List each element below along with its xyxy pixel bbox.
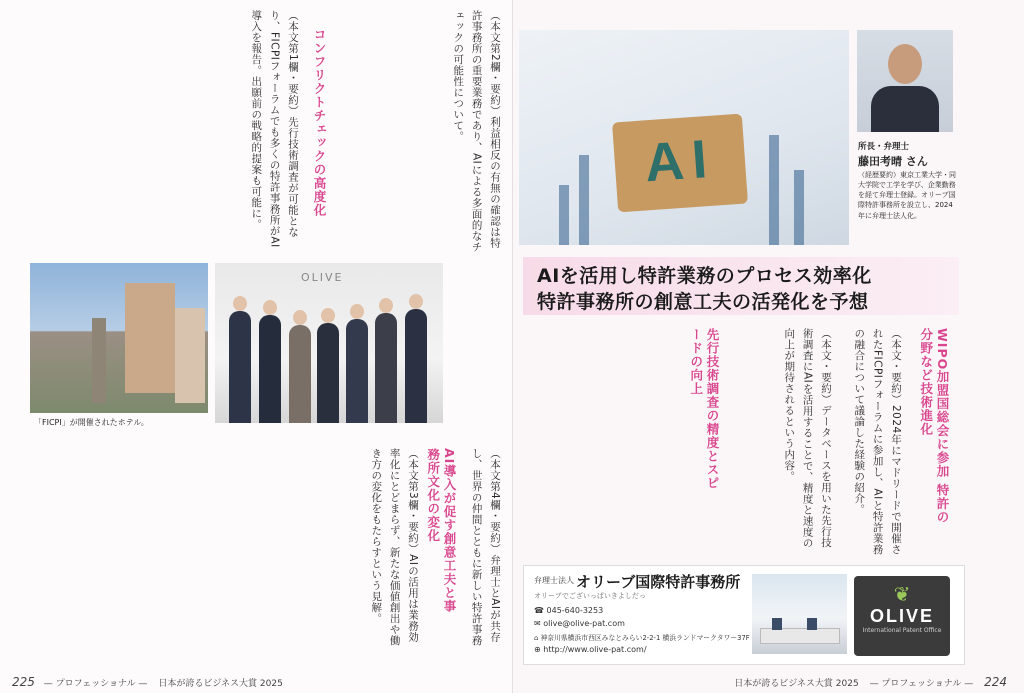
book-title: 日本が誇るビジネス大賞 2025 [734,679,859,689]
body-col-search: （本文・要約）データベースを用いた先行技術調査にAIを活用することで、精度と速度の向上が期待されるという内容。 [783,328,832,549]
portrait-photo [857,30,953,132]
person-figure [317,323,339,423]
headline-line-2: 特許事務所の創意工夫の活発化を予想 [537,291,869,313]
olive-wall-sign: OLIVE [301,271,344,284]
firm-type: 弁理士法人 [534,576,574,585]
olive-branch-icon: ❦ [893,582,911,606]
url-line[interactable] [534,645,647,654]
headline-line-1: AIを活用し特許業務のプロセス効率化 [537,265,872,287]
section-label: — プロフェッショナル — [43,679,148,689]
person-figure [405,309,427,423]
ai-block-text: AI [642,128,717,194]
book-title: 日本が誇るビジネス大賞 2025 [158,679,283,689]
body-col-2: （本文第2欄・要約）利益相反の有無の確認は特許事務所の重要業務であり、AIによる多面的なチェックの可能性について。 [452,10,501,253]
heading-search: 先行技術調査の精度とスピードの向上 [688,328,720,490]
page-number: 224 [984,675,1007,689]
chart-bar-decor [794,170,804,245]
right-footer [734,675,1013,689]
body-col-wipo: （本文・要約）2024年にマドリードで開催されたFICPIフォーラムに参加し、AIと特許業務の融合について議論した経験の紹介。 [853,328,902,555]
wooden-block [612,114,748,213]
person-figure [289,325,311,423]
person-figure [259,315,281,423]
email-icon: ✉ [534,619,541,628]
headline-band [523,257,959,315]
body-col-4: （本文第4欄・要約）弁理士とAIが共存し、世界の仲間とともに新しい特許事務 [470,448,501,646]
portrait-name: 藤田考晴 さん [858,155,928,168]
portrait-title: 所長・弁理士 [858,142,910,152]
website-url[interactable]: http://www.olive-pat.com/ [543,645,647,654]
portrait-profile: （経歴要約）東京工業大学・同大学院で工学を学び、企業勤務を経て弁理士登録。オリーブ国際特許事務所を設立し、2024年に弁理士法人化。 [858,171,956,220]
firm-name: オリーブ国際特許事務所 [576,573,741,591]
photo-ai-concept [519,30,849,245]
heading-ai-culture: AI導入が促す創意工夫と事務所文化の変化 [425,448,457,613]
logo-text: OLIVE [869,606,934,626]
caption-hotel: 「FICPI」が開催されたホテル。 [34,418,149,427]
person-figure [346,319,368,423]
chart-bar-decor [579,155,589,245]
page-number: 225 [12,675,35,689]
phone-icon: ☎ [534,606,544,615]
heading-wipo: WIPO加盟国総会に参加 特許の分野など技術進化 [918,328,950,525]
firm-tagline: オリーブでございっぱいきよしだっ [534,592,646,600]
chart-bar-decor [559,185,569,245]
photo-hotel [30,263,208,413]
email-line[interactable] [534,619,625,628]
logo-subtext: International Patent Office [862,627,942,634]
firm-info-box [523,565,965,665]
photo-team [215,263,443,423]
olive-logo [854,576,950,656]
address-line [534,632,750,642]
person-figure [375,313,397,423]
address: 神奈川県横浜市西区みなとみらい2-2-1 横浜ランドマークタワー37F [540,634,750,642]
phone-number: 045-640-3253 [546,606,604,615]
body-col-1: （本文第1欄・要約）先行技術調査が可能となり、FICPIフォーラムでも多くの特許事務所がAI導入を報告。出願前の戦略的提案も可能に。 [250,10,299,248]
photo-office [752,574,847,654]
location-icon: ⌂ [534,634,539,642]
section-label: — プロフェッショナル — [869,679,974,689]
body-col-3: （本文第3欄・要約）AIの活用は業務効率化にとどまらず、新たな価値創出や働き方の変化をもたらすという見解。 [370,448,419,646]
email-address[interactable]: olive@olive-pat.com [543,619,625,628]
phone-line [534,606,603,615]
heading-conflict-check: コンフリクトチェックの高度化 [312,28,327,217]
person-figure [229,311,251,423]
chart-bar-decor [769,135,779,245]
right-page [512,0,1024,693]
left-footer [12,675,283,689]
web-icon: ⊕ [534,645,541,654]
